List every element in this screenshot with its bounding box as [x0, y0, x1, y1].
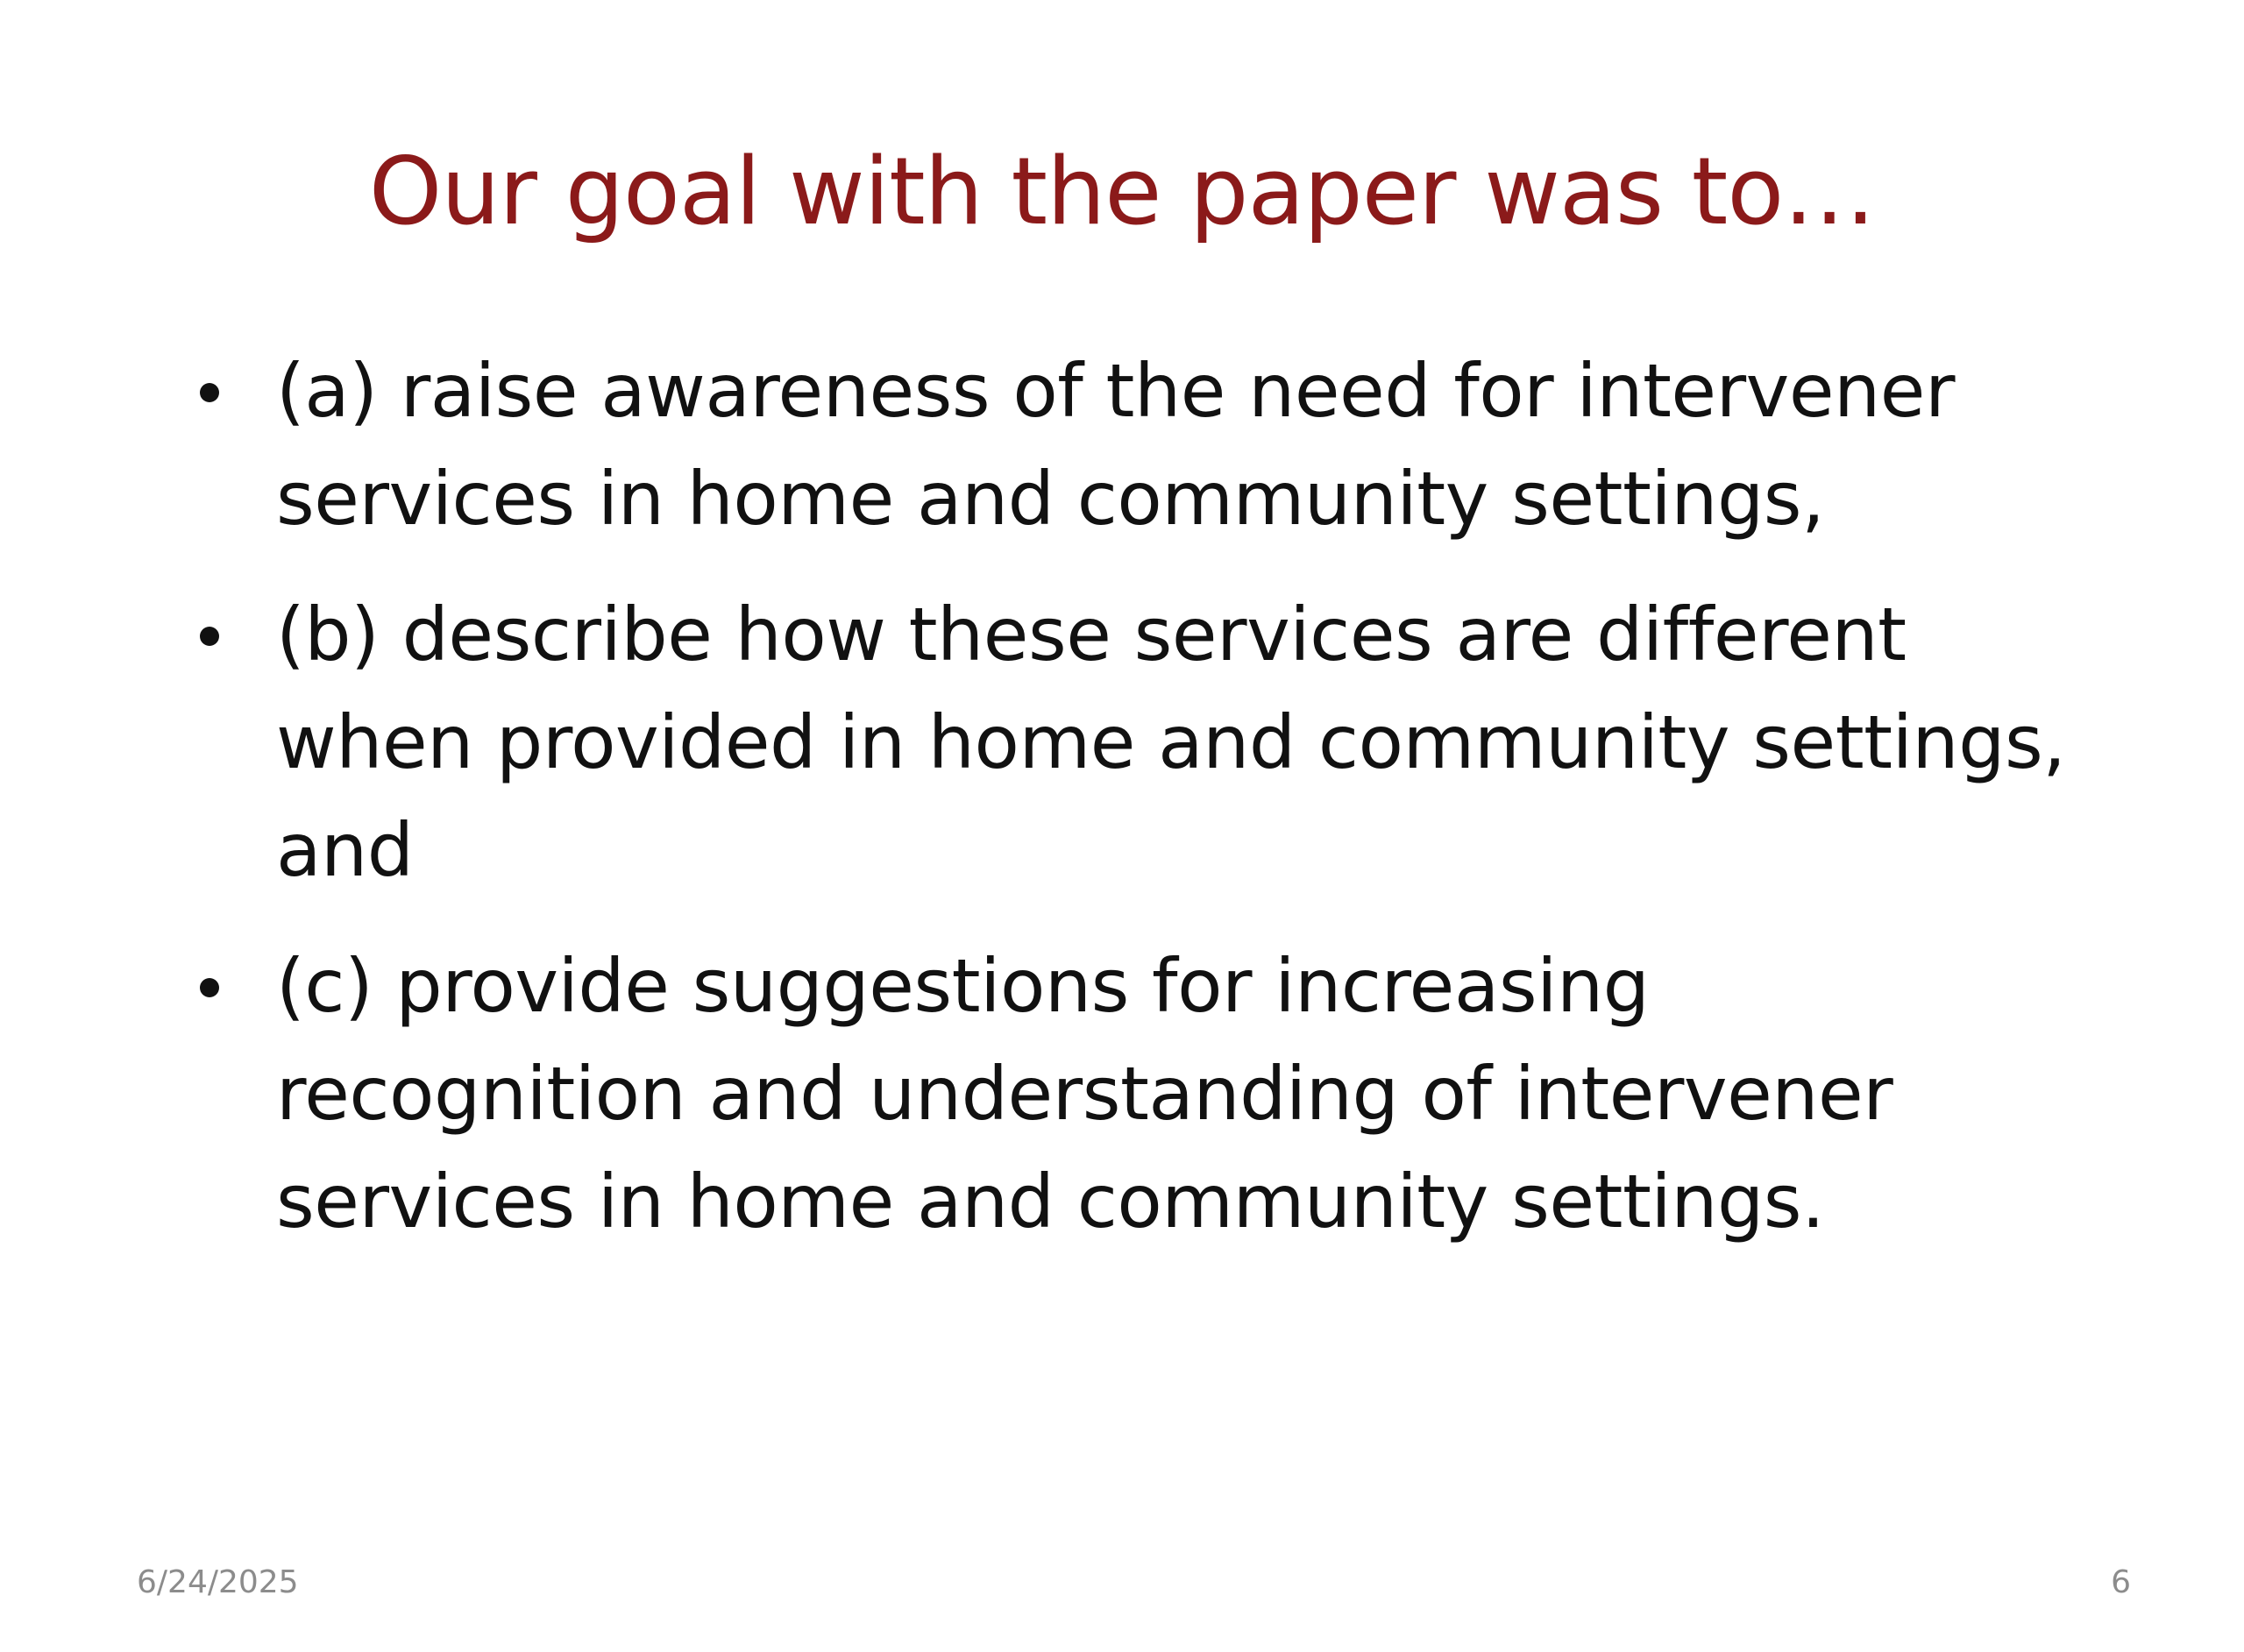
- bullet-text-c: (c) provide suggestions for increasing recognition and understanding of intervener services in home and community settings.: [276, 943, 1893, 1244]
- bullet-dot-icon: [200, 383, 219, 402]
- bullet-item-a: [186, 337, 2070, 553]
- bullet-item-c: [186, 932, 2070, 1256]
- slide-number: 6: [2111, 1564, 2131, 1600]
- slide-title: Our goal with the paper was to…: [368, 138, 1876, 245]
- bullet-text-b: (b) describe how these services are different when provided in home and community settings, and: [276, 592, 2066, 893]
- bullet-dot-icon: [200, 978, 219, 997]
- bullet-text-a: (a) raise awareness of the need for intervener services in home and community settings,: [276, 348, 1955, 542]
- bullet-list: [186, 337, 2070, 1284]
- bullet-item-b: [186, 581, 2070, 904]
- bullet-dot-icon: [200, 627, 219, 646]
- footer-date: 6/24/2025: [137, 1564, 299, 1600]
